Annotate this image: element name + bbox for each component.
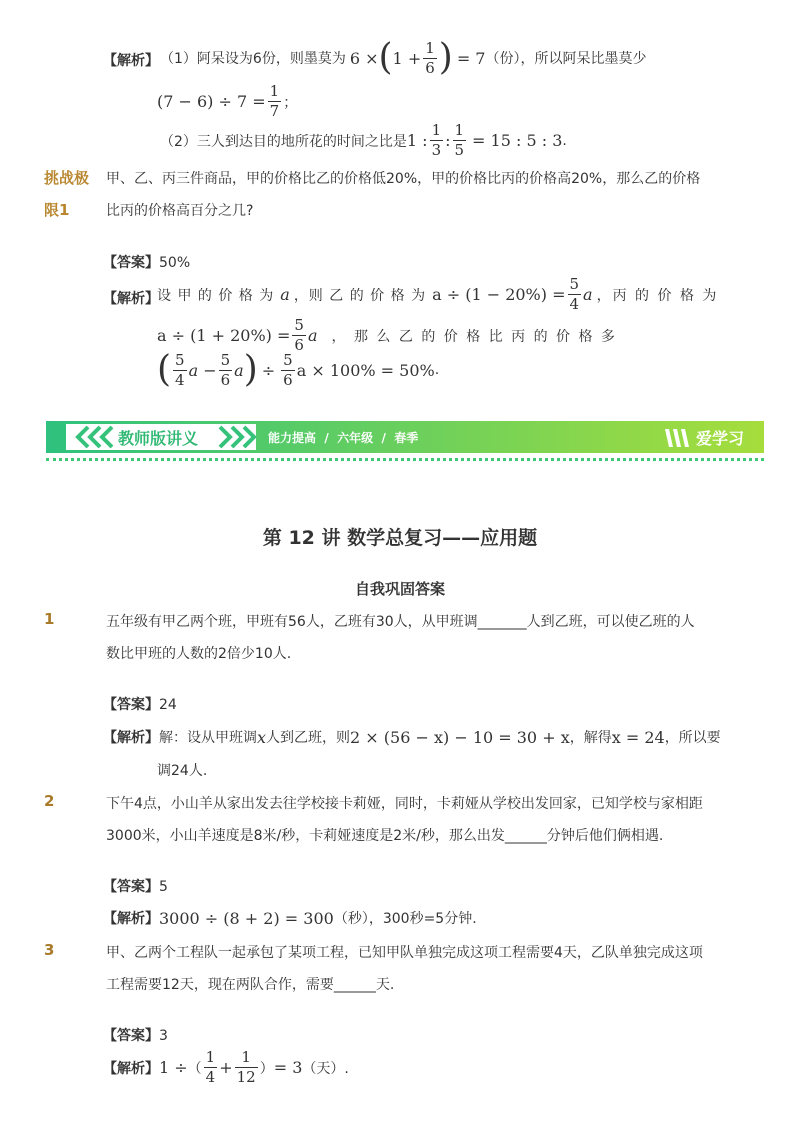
banner-label: 教师版讲义 [118, 429, 199, 448]
text: ， 那 么 乙 的 价 格 比 丙 的 价 格 多 [331, 328, 617, 345]
analysis-tag: 【解析】 [103, 1060, 159, 1077]
question-number: 1 [44, 610, 55, 628]
text: ，解得 [569, 730, 612, 746]
text: ，所以要 [664, 730, 721, 746]
answer-tag: 【答案】 [103, 1028, 159, 1044]
math: a [280, 285, 290, 304]
math: = 7 [456, 48, 486, 68]
challenge-question-line-1: 甲、乙、丙三件商品，甲的价格比乙的价格低20%，甲的价格比丙的价格高20%，那么乙的价格 [106, 171, 701, 187]
math: 3000 ÷ (8 + 2) = 300 [159, 908, 334, 928]
text: ； [283, 94, 298, 111]
math: = 15 : 5 : 3 [472, 131, 563, 150]
math: 1 ÷ [159, 1058, 188, 1077]
challenge-question-line-2: 比丙的价格高百分之几? [106, 203, 254, 219]
answer-row [103, 1025, 168, 1045]
math: a ÷ (1 + 20%) = [157, 326, 291, 345]
solution-line-1 [103, 908, 477, 928]
question-text-line-1: 下午4点，小山羊从家出发去往学校接卡莉娅，同时，卡莉娅从学校出发回家，已知学校与家相距 [106, 796, 703, 812]
brand-logo-icon [665, 429, 689, 447]
analysis-line-2 [157, 84, 297, 119]
text: （秒），300秒=5分钟. [333, 911, 477, 927]
challenge-solution-line-2 [157, 318, 617, 353]
analysis-tag: 【解析】 [103, 911, 159, 927]
fraction: $\frac{5}{6}$ [220, 350, 231, 389]
question-text-line-2: 工程需要12天，现在两队合作，需要______天. [106, 977, 395, 993]
fraction: $\frac{5}{4}$ [175, 350, 185, 389]
question-text-line-2: 3000米，小山羊速度是8米/秒，卡莉娅速度是2米/秒，那么出发______分钟后他们俩相遇. [106, 828, 664, 844]
paren-left: ( [157, 349, 172, 390]
paren-right: ) [438, 37, 453, 78]
challenge-answer [103, 252, 190, 272]
math: = 3 [273, 1058, 303, 1077]
answer-value: 24 [159, 697, 177, 713]
math: x [257, 727, 267, 747]
breadcrumb: 能力提高 / 六年级 / 春季 [268, 431, 419, 445]
text: （份），所以阿呆比墨莫少 [485, 51, 647, 67]
page-title: 第 12 讲 数学总复习——应用题 [262, 527, 538, 549]
math: 1 : [406, 131, 428, 150]
challenge-solution-line-1 [157, 277, 718, 312]
solution-line-2: 调24人. [157, 763, 208, 779]
text: 人到乙班，则 [266, 730, 351, 746]
text: 解：设从甲班调 [159, 730, 257, 746]
text: （2）三人到达目的地所花的时间之比是 [160, 133, 407, 150]
challenge-label: 挑战极 [44, 169, 90, 187]
answer-row [103, 694, 177, 714]
question-text-line-1: 五年级有甲乙两个班，甲班有56人，乙班有30人，从甲班调_______人到乙班，可以使乙班的人 [106, 614, 695, 630]
math: x = 24 [611, 727, 665, 747]
teacher-edition-banner [46, 421, 764, 453]
fraction: $\frac{1}{12}$ [236, 1048, 256, 1086]
fraction: $\frac{1}{6}$ [425, 38, 435, 77]
fraction: $\frac{1}{7}$ [269, 82, 280, 120]
text: （ [187, 1060, 202, 1077]
answer-value: 5 [159, 879, 168, 895]
paren-right: ) [243, 349, 258, 390]
question-text-line-2: 数比甲班的人数的2倍少10人. [106, 646, 292, 662]
challenge-label-2: 限1 [44, 201, 70, 219]
divider [46, 458, 764, 461]
answer-tag: 【答案】 [103, 879, 159, 895]
text: . [562, 132, 567, 149]
fraction: $\frac{1}{5}$ [454, 121, 465, 159]
analysis-tag: 【解析】 [103, 53, 159, 69]
math: : [445, 131, 451, 150]
math: a [307, 326, 318, 345]
text: ，丙 的 价 格 为 [596, 287, 719, 304]
answer-tag: 【答案】 [103, 697, 159, 713]
answer-value: 3 [159, 1028, 168, 1044]
analysis-tag: 【解析】 [103, 291, 159, 307]
fraction: $\frac{5}{6}$ [294, 316, 304, 354]
text: （1）阿呆设为6份，则墨莫为 [160, 51, 346, 67]
text: . [434, 362, 440, 378]
analysis-line-3 [160, 123, 567, 158]
math: a ÷ (1 − 20%) = [432, 285, 566, 304]
challenge-solution-line-3 [157, 349, 440, 390]
question-number: 3 [44, 941, 55, 959]
answer-tag: 【答案】 [103, 255, 159, 271]
text: ） [259, 1060, 274, 1077]
solution-line-1 [103, 1050, 349, 1085]
math: a − [188, 360, 217, 380]
math: 1 + [392, 48, 422, 68]
math: 6 × [349, 48, 379, 68]
section-subtitle: 自我巩固答案 [354, 580, 445, 598]
answer-value: 50% [159, 255, 191, 271]
text: 设 甲 的 价 格 为 [157, 287, 275, 304]
math: (7 − 6) ÷ 7 = [157, 92, 266, 111]
question-text-line-1: 甲、乙两个工程队一起承包了某项工程，已知甲队单独完成这项工程需要4天，乙队单独完成这项 [106, 945, 703, 961]
fraction: $\frac{1}{4}$ [205, 1048, 216, 1086]
math: ÷ [261, 360, 276, 380]
math: + [219, 1058, 233, 1077]
brand-name: 爱学习 [696, 429, 745, 448]
math: 2 × (56 − x) − 10 = 30 + x [350, 727, 570, 747]
text: （天）. [302, 1060, 349, 1077]
paren-left: ( [378, 37, 393, 78]
fraction: $\frac{5}{4}$ [569, 275, 580, 313]
math: a [234, 360, 244, 380]
solution-line-1 [103, 727, 721, 747]
analysis-tag: 【解析】 [103, 730, 159, 746]
math: a × 100% = 50% [296, 360, 435, 380]
answer-row [103, 876, 168, 896]
fraction: $\frac{5}{6}$ [283, 350, 293, 389]
text: ，则 乙 的 价 格 为 [293, 287, 427, 304]
math: a [583, 285, 593, 304]
fraction: $\frac{1}{3}$ [431, 121, 442, 159]
analysis-line-1 [160, 37, 647, 78]
question-number: 2 [44, 792, 55, 810]
